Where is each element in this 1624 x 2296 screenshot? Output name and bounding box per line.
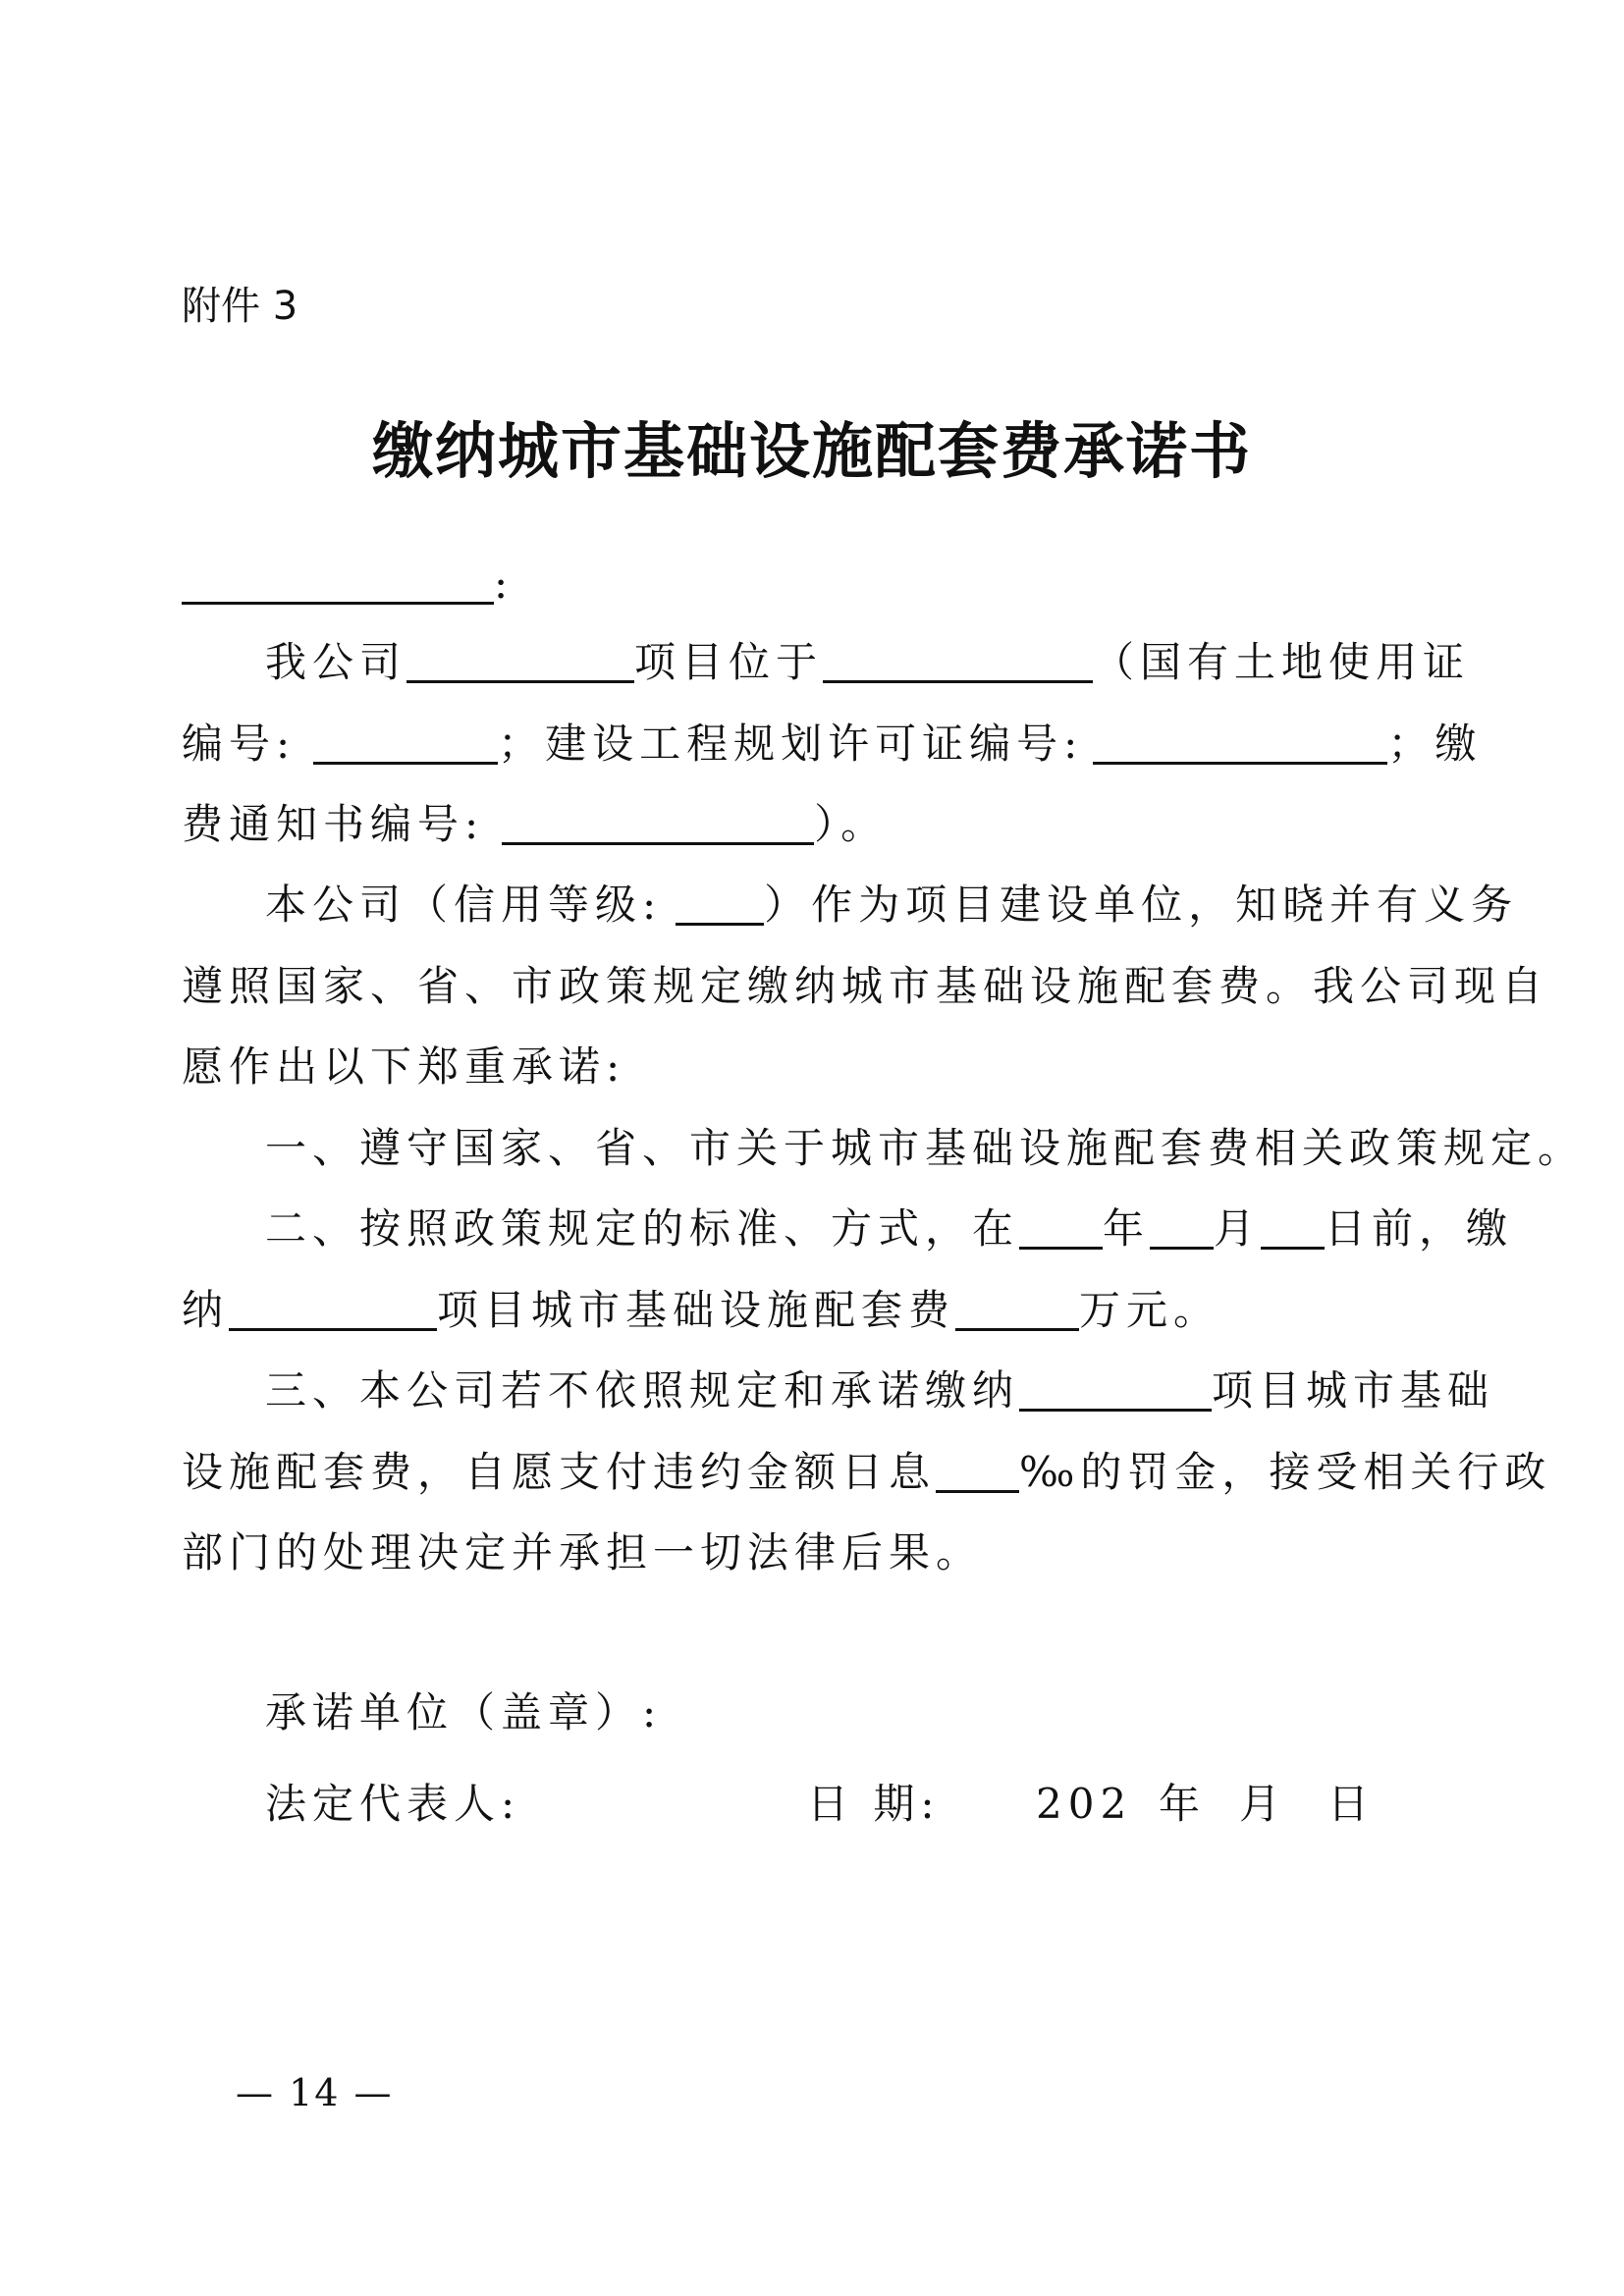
pledge-text: 日前，缴	[1325, 1204, 1514, 1253]
pledge-text: ‰的罚金，接受相关行政	[1019, 1448, 1552, 1496]
project-name-blank-2[interactable]	[1019, 1362, 1212, 1412]
para1-line1	[265, 633, 1470, 692]
fee-notice-number-blank[interactable]	[502, 795, 814, 845]
date-year-label: 年	[1159, 1780, 1207, 1828]
page-number: — 14 —	[236, 2071, 394, 2114]
pledge-item-2-line1	[265, 1200, 1513, 1258]
payment-day-blank[interactable]	[1261, 1200, 1325, 1250]
addressee-line	[182, 555, 514, 614]
pledge-text: 二、按照政策规定的标准、方式，在	[265, 1204, 1020, 1253]
document-title: 缴纳城市基础设施配套费承诺书	[371, 415, 1252, 487]
para2-line2	[182, 957, 1548, 1016]
para2-text: 愿作出以下郑重承诺:	[182, 1042, 626, 1091]
pledge-text: 项目城市基础设施配套费	[437, 1286, 956, 1334]
planning-permit-number-blank[interactable]	[1093, 715, 1387, 765]
pledge-item-2-line2	[182, 1281, 1220, 1340]
fee-amount-blank[interactable]	[955, 1281, 1079, 1331]
pledge-text: 一、遵守国家、省、市关于城市基础设施配套费相关政策规定。	[265, 1124, 1586, 1172]
pledge-item-3-line3	[182, 1523, 983, 1582]
date-year-prefix: 202	[1036, 1780, 1133, 1828]
para2-text: 遵照国家、省、市政策规定缴纳城市基础设施配套费。我公司现自	[182, 962, 1549, 1010]
para1-text: （国有土地使用证	[1093, 638, 1471, 686]
date-label: 日 期:	[807, 1780, 941, 1828]
credit-grade-blank[interactable]	[676, 876, 764, 926]
pledge-text: 万元。	[1079, 1286, 1221, 1334]
project-name-blank[interactable]	[229, 1281, 437, 1331]
para1-text: ；建设工程规划许可证编号:	[498, 720, 1084, 768]
pledge-item-3-line1	[265, 1362, 1494, 1420]
para1-text: ；缴	[1387, 720, 1483, 768]
addressee-blank[interactable]	[182, 555, 494, 605]
addressee-colon: :	[494, 560, 514, 608]
pledge-item-1	[265, 1119, 1585, 1178]
pledge-text: 项目城市基础	[1212, 1366, 1495, 1415]
signing-unit-label: 承诺单位（盖章）:	[265, 1688, 663, 1736]
project-location-blank[interactable]	[823, 633, 1093, 683]
company-name-blank[interactable]	[406, 633, 634, 683]
pledge-text: 三、本公司若不依照规定和承诺缴纳	[265, 1366, 1020, 1415]
para2-line1	[265, 876, 1518, 934]
pledge-text: 纳	[182, 1286, 230, 1334]
penalty-rate-blank[interactable]	[936, 1443, 1019, 1493]
para1-text: 我公司	[265, 638, 407, 686]
payment-year-blank[interactable]	[1019, 1200, 1103, 1250]
para1-line3	[182, 795, 888, 854]
para1-text: 编号:	[182, 720, 297, 768]
date-month-label: 月	[1239, 1780, 1287, 1828]
para1-text: 项目位于	[634, 638, 824, 686]
date-day-label: 日	[1327, 1780, 1376, 1828]
land-cert-number-blank[interactable]	[313, 715, 498, 765]
attachment-label: 附件 3	[182, 284, 298, 329]
pledge-item-3-line2	[182, 1443, 1551, 1502]
para2-text: ）作为项目建设单位，知晓并有义务	[764, 881, 1519, 929]
para1-text: 费通知书编号:	[182, 800, 485, 848]
payment-month-blank[interactable]	[1150, 1200, 1214, 1250]
pledge-text: 月	[1214, 1204, 1262, 1253]
legal-rep-label: 法定代表人:	[265, 1780, 521, 1828]
para1-text: ）。	[814, 800, 889, 848]
pledge-text: 设施配套费，自愿支付违约金额日息	[182, 1448, 937, 1496]
para2-line3	[182, 1038, 625, 1096]
para1-line2	[182, 715, 1482, 774]
para2-text: 本公司（信用等级:	[265, 881, 663, 929]
pledge-text: 部门的处理决定并承担一切法律后果。	[182, 1528, 984, 1576]
pledge-text: 年	[1103, 1204, 1151, 1253]
